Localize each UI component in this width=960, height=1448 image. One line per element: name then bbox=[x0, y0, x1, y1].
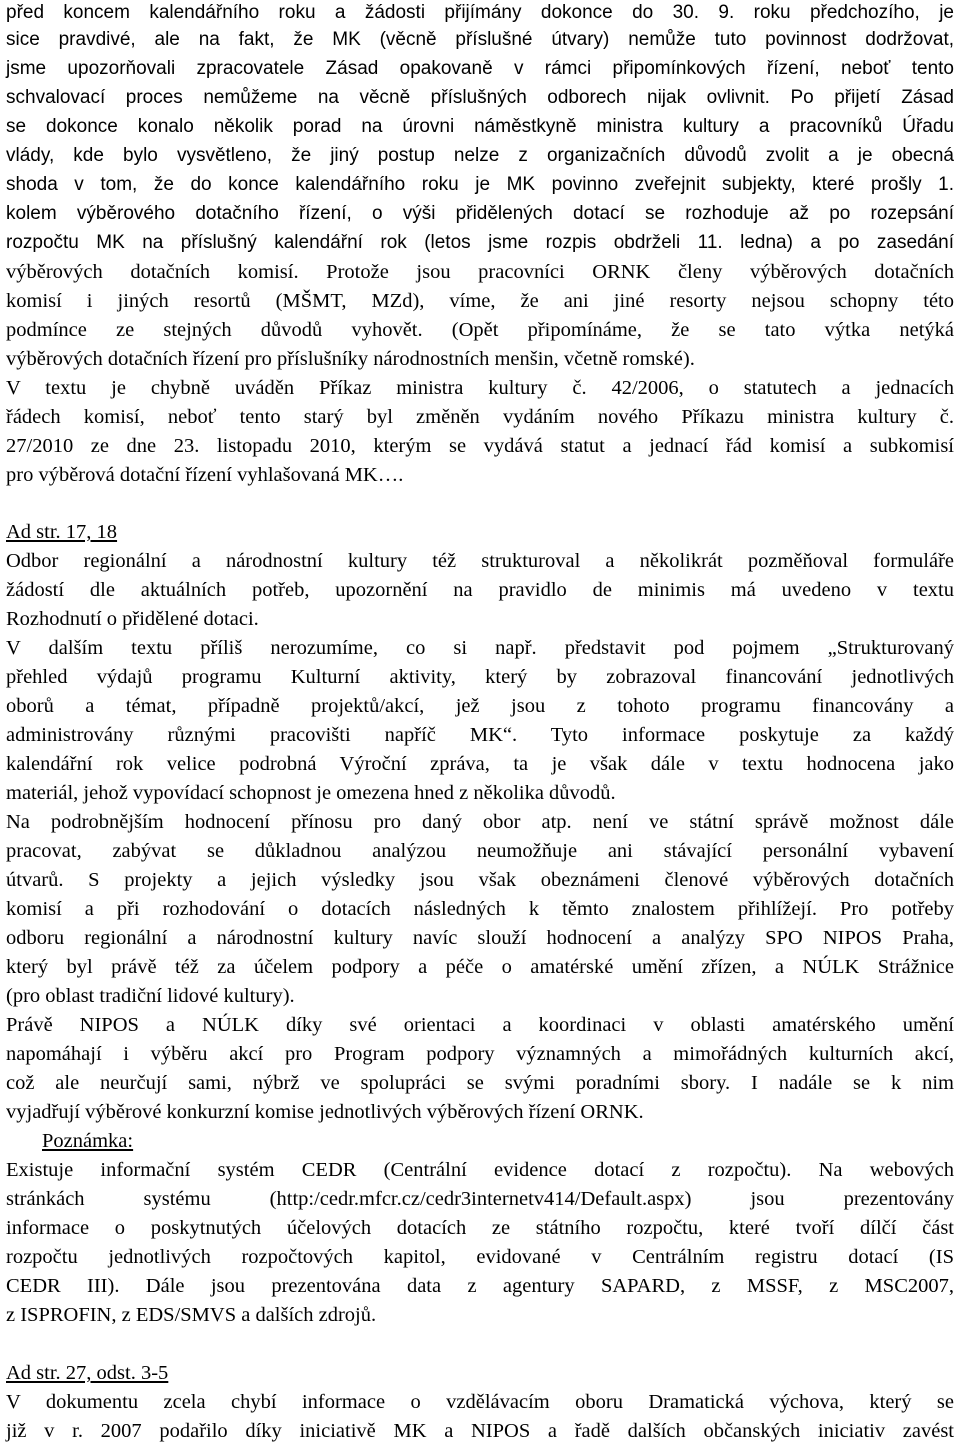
text-line: V dalším textu příliš nerozumíme, co si např. představit pod pojmem „Strukturovaný bbox=[6, 637, 954, 659]
text-line: útvarů. S projekty a jejich výsledky jsou však obeznámeni členové výběrových dotačních bbox=[6, 869, 954, 891]
note-label: Poznámka: bbox=[42, 1130, 134, 1152]
text-line: se dokonce konalo několik porad na úrovni náměstkyně ministra kultury a pracovníků Úřadu bbox=[6, 116, 954, 137]
text-line: vyjadřují výběrové konkurzní komise jednotlivých výběrových řízení ORNK. bbox=[6, 1101, 644, 1123]
section-heading: Ad str. 17, 18 bbox=[6, 521, 118, 543]
section-heading: Ad str. 27, odst. 3-5 bbox=[6, 1362, 169, 1384]
text-line: což ale neurčují sami, nýbrž ve spolupráci se svými poradními sbory. I nadále se k nim bbox=[6, 1072, 954, 1094]
text-line: žádostí dle aktuálních potřeb, upozornění na pravidlo de minimis má uvedeno v textu bbox=[6, 579, 954, 601]
text-line: přehled výdajů programu Kulturní aktivity, který by zobrazoval financování jednotlivých bbox=[6, 666, 954, 688]
text-line: z ISPROFIN, z EDS/SMVS a dalších zdrojů. bbox=[6, 1304, 377, 1326]
text-line: podmínce ze stejných důvodů vyhovět. (Opět připomínáme, že se tato výtka netýká bbox=[6, 319, 954, 341]
text-line: odboru regionální a národnostní kultury navíc slouží hodnocení a analýzy SPO NIPOS Praha, bbox=[6, 927, 954, 949]
text-line: oborů a témat, případně projektů/akcí, jež jsou z tohoto programu financovány a bbox=[6, 695, 954, 717]
text-line: V dokumentu zcela chybí informace o vzdělávacím oboru Dramatická výchova, který se bbox=[6, 1391, 954, 1413]
text-line: výběrových dotačních komisí. Protože jsou pracovníci ORNK členy výběrových dotačních bbox=[6, 261, 954, 283]
text-line: Odbor regionální a národnostní kultury též strukturoval a několikrát pozměňoval formuláře bbox=[6, 550, 954, 572]
text-line: komisí i jiných resortů (MŠMT, MZd), víme, že ani jiné resorty nejsou schopny této bbox=[6, 290, 954, 312]
text-line: Právě NIPOS a NÚLK díky své orientaci a koordinaci v oblasti amatérského umění bbox=[6, 1014, 954, 1036]
text-line: kolem výběrového dotačního řízení, o výši přidělených dotací se rozhoduje až po rozepsání bbox=[6, 203, 954, 224]
text-line: Existuje informační systém CEDR (Centrální evidence dotací z rozpočtu). Na webových bbox=[6, 1159, 954, 1181]
text-line: výběrových dotačních řízení pro příslušníky národnostních menšin, včetně romské). bbox=[6, 348, 695, 370]
text-line: kalendářní rok velice podrobná Výroční zpráva, ta je však dále v textu hodnocena jako bbox=[6, 753, 954, 775]
text-line: již v r. 2007 podařilo díky iniciativě MK a NIPOS a řadě dalších občanských iniciativ zavést bbox=[6, 1420, 954, 1442]
text-line: shoda v tom, že do konce kalendářního roku je MK povinno zveřejnit subjekty, které prošly 1. bbox=[6, 174, 954, 195]
text-line: V textu je chybně uváděn Příkaz ministra kultury č. 42/2006, o statutech a jednacích bbox=[6, 377, 954, 399]
text-line: informace o poskytnutých účelových dotacích ze státního rozpočtu, které tvoří dílčí část bbox=[6, 1217, 954, 1239]
text-line: 27/2010 ze dne 23. listopadu 2010, kterým se vydává statut a jednací řád komisí a subkomisí bbox=[6, 435, 954, 457]
text-line: před koncem kalendářního roku a žádosti přijímány dokonce do 30. 9. roku předchozího, je bbox=[6, 2, 954, 23]
text-line: rozpočtu jednotlivých rozpočtových kapitol, evidované v Centrálním registru dotací (IS bbox=[6, 1246, 954, 1268]
text-line: (pro oblast tradiční lidové kultury). bbox=[6, 985, 295, 1007]
text-line: schvalovací proces nemůžeme na věcně příslušných odborech nijak ovlivnit. Po přijetí Zásad bbox=[6, 87, 954, 108]
text-line: Na podrobnějším hodnocení přínosu pro daný obor atp. není ve státní správě možnost dále bbox=[6, 811, 954, 833]
text-line: materiál, jehož vypovídací schopnost je omezena hned z několika důvodů. bbox=[6, 782, 616, 804]
text-line: administrovány různými pracovišti napříč MK“. Tyto informace poskytuje za každý bbox=[6, 724, 954, 746]
text-line: který byl právě též za účelem podpory a péče o amatérské umění zřízen, a NÚLK Strážnice bbox=[6, 956, 954, 978]
text-line: rozpočtu MK na příslušný kalendářní rok (letos jsme rozpis obdrželi 11. ledna) a po zasedání bbox=[6, 232, 954, 253]
text-line: CEDR III). Dále jsou prezentována data z agentury SAPARD, z MSSF, z MSC2007, bbox=[6, 1275, 954, 1297]
text-line: Rozhodnutí o přidělené dotaci. bbox=[6, 608, 259, 630]
text-line: komisí a při rozhodování o dotacích následných k těmto znalostem přihlížejí. Pro potřeby bbox=[6, 898, 954, 920]
text-line: řádech komisí, neboť tento starý byl změněn vydáním nového Příkazu ministra kultury č. bbox=[6, 406, 954, 428]
text-line: sice pravdivé, ale na fakt, že MK (věcně příslušné útvary) nemůže tuto povinnost dodržovat, bbox=[6, 29, 954, 50]
text-line: napomáhají i výběru akcí pro Program podpory významných a mimořádných kulturních akcí, bbox=[6, 1043, 954, 1065]
text-line: stránkách systému (http:/cedr.mfcr.cz/cedr3internetv414/Default.aspx) jsou prezentovány bbox=[6, 1188, 954, 1210]
text-line: pracovat, zabývat se důkladnou analýzou neumožňuje ani stávající personální vybavení bbox=[6, 840, 954, 862]
text-line: vlády, kde bylo vysvětleno, že jiný postup nelze z organizačních důvodů zvolit a je obecná bbox=[6, 145, 954, 166]
text-line: pro výběrová dotační řízení vyhlašovaná MK…. bbox=[6, 464, 404, 486]
text-line: jsme upozorňovali zpracovatele Zásad opakovaně v rámci připomínkových řízení, neboť tento bbox=[6, 58, 954, 79]
